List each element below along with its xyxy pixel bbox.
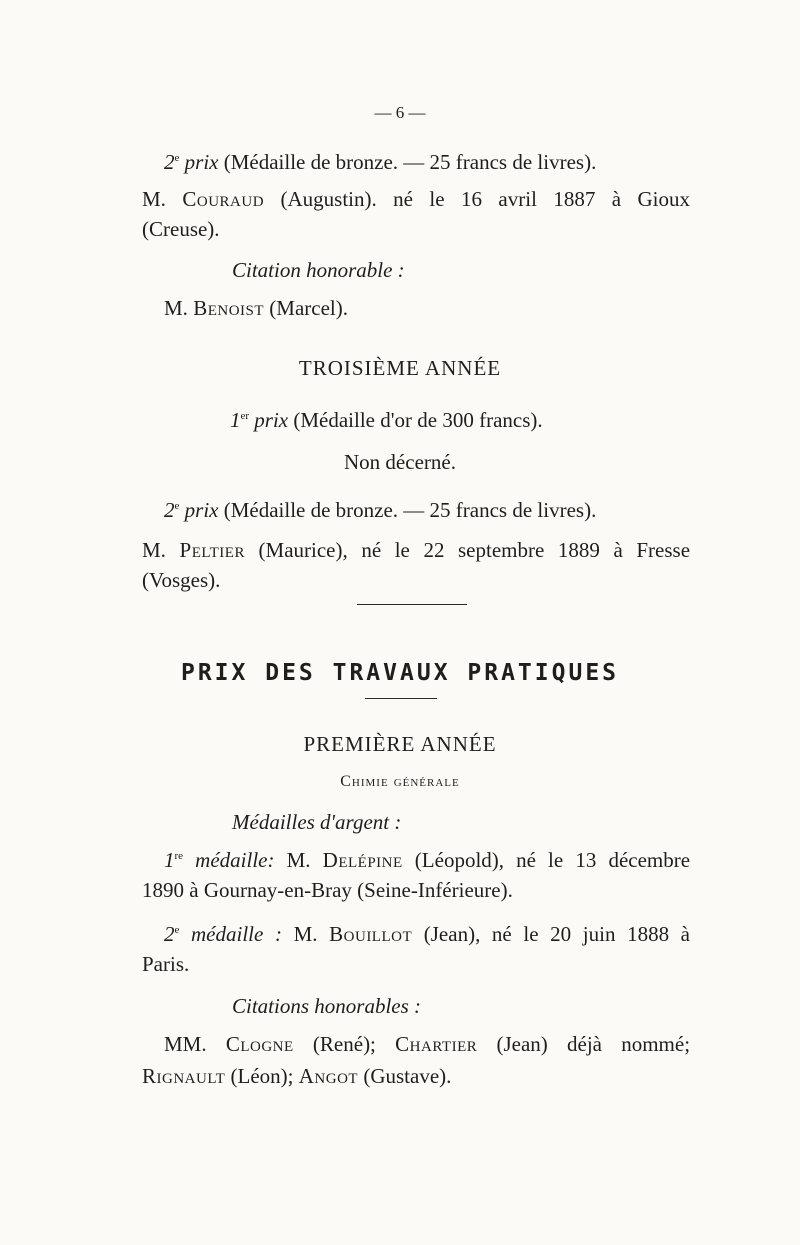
medal-line xyxy=(164,924,690,945)
medal-word: médaille : xyxy=(191,922,282,946)
citation-label: Citation honorable : xyxy=(232,258,405,282)
year-heading: PREMIÈRE ANNÉE xyxy=(303,732,497,756)
prize-description: (Médaille d'or de 300 francs). xyxy=(293,408,543,432)
medal-details: (Jean), né le 20 juin 1888 à xyxy=(423,922,691,946)
citation-details: (Léon); xyxy=(230,1064,294,1088)
citation-surname: Rignault xyxy=(142,1064,226,1088)
prize-line xyxy=(164,152,596,173)
prize-word: prix xyxy=(184,150,219,174)
winner-surname: Peltier xyxy=(179,538,245,562)
prize-line xyxy=(230,410,543,431)
winner-line xyxy=(142,540,690,561)
winner-details-cont: (Creuse). xyxy=(142,217,220,241)
prize-number: 1 xyxy=(230,408,241,432)
winner-details: (Maurice), né le 22 septembre 1889 à Fresse xyxy=(258,538,691,562)
prize-word: prix xyxy=(254,408,289,432)
citation-details: (René); xyxy=(312,1032,376,1056)
main-heading: PRIX DES TRAVAUX PRATIQUES xyxy=(180,660,620,686)
medal-title: M. xyxy=(286,848,311,872)
medal-title: M. xyxy=(293,922,318,946)
medal-ordinal: e xyxy=(174,924,180,936)
citation-surname: Clogne xyxy=(225,1032,294,1056)
medals-label: Médailles d'argent : xyxy=(232,810,402,834)
medal-surname: Bouillot xyxy=(329,922,413,946)
medal-number: 2 xyxy=(164,922,175,946)
medal-line xyxy=(164,850,690,871)
prize-description: (Médaille de bronze. — 25 francs de livres). xyxy=(223,150,597,174)
citations-prefix: MM. xyxy=(164,1032,207,1056)
winner-surname: Couraud xyxy=(182,187,265,211)
winner-line xyxy=(142,189,690,210)
medal-surname: Delépine xyxy=(322,848,403,872)
section-heading: TROISIÈME ANNÉE xyxy=(298,356,502,380)
prize-ordinal: e xyxy=(174,500,180,512)
citation-surname: Benoist xyxy=(193,296,265,320)
medal-word: médaille: xyxy=(195,848,275,872)
citation-surname: Chartier xyxy=(395,1032,478,1056)
winner-title: M. xyxy=(142,187,166,211)
prize-line xyxy=(164,500,596,521)
prize-status: Non décerné. xyxy=(344,450,456,474)
citation-entry xyxy=(164,298,348,319)
citation-title: M. xyxy=(164,296,188,320)
medal-details-cont: 1890 à Gournay-en-Bray (Seine-Inférieure). xyxy=(142,878,513,902)
winner-details: (Augustin). né le 16 avril 1887 à Gioux xyxy=(280,187,691,211)
prize-ordinal: e xyxy=(174,152,180,164)
winner-details-cont: (Vosges). xyxy=(142,568,221,592)
subject-heading: Chimie générale xyxy=(340,773,460,790)
medal-details: (Léopold), né le 13 décembre xyxy=(414,848,691,872)
citations-line-cont xyxy=(142,1066,451,1087)
heading-underline xyxy=(365,698,437,699)
citation-details: (Gustave). xyxy=(363,1064,452,1088)
winner-title: M. xyxy=(142,538,166,562)
prize-description: (Médaille de bronze. — 25 francs de livres). xyxy=(223,498,597,522)
prize-number: 2 xyxy=(164,498,175,522)
prize-ordinal: er xyxy=(240,410,250,422)
medal-details-cont: Paris. xyxy=(142,952,190,976)
prize-number: 2 xyxy=(164,150,175,174)
medal-ordinal: re xyxy=(174,850,184,862)
citation-surname: Angot xyxy=(298,1064,359,1088)
section-divider xyxy=(357,604,467,605)
medal-number: 1 xyxy=(164,848,175,872)
citations-line xyxy=(164,1034,690,1055)
page-number: — 6 — xyxy=(374,103,426,122)
citation-details: (Marcel). xyxy=(269,296,348,320)
citations-label: Citations honorables : xyxy=(232,994,422,1018)
citation-details: (Jean) déjà nommé; xyxy=(496,1032,691,1056)
prize-word: prix xyxy=(184,498,219,522)
